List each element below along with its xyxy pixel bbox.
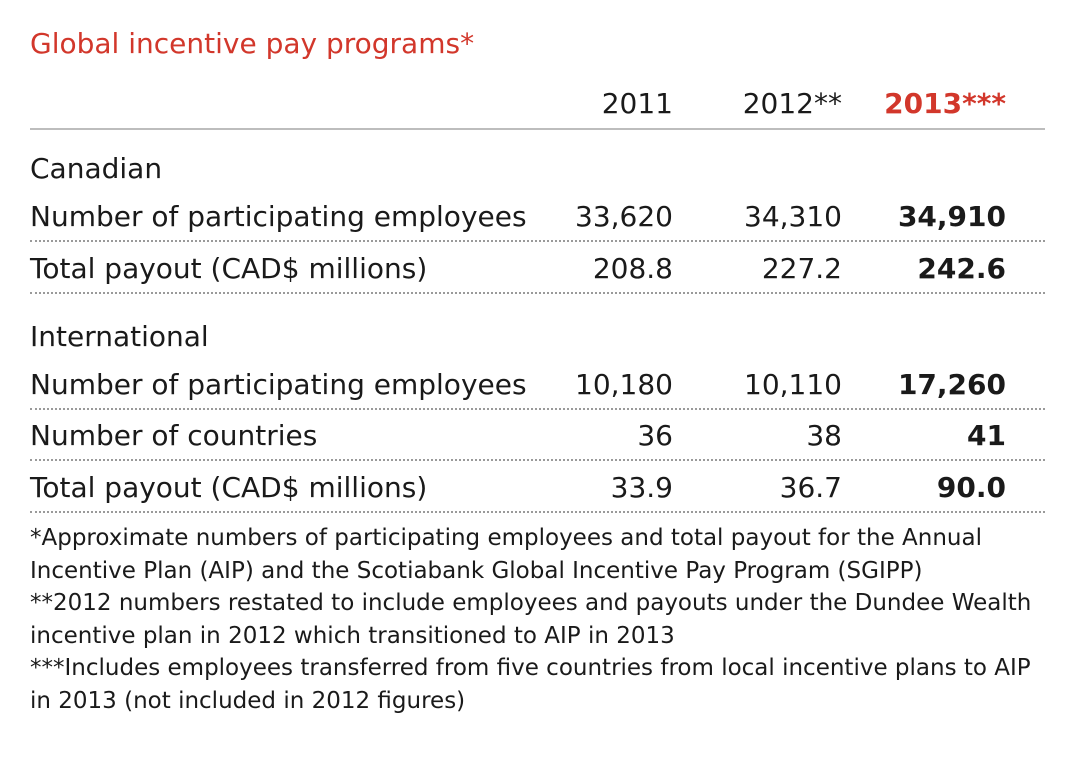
cell-2012: 227.2	[761, 252, 842, 285]
cell-2013: 90.0	[936, 471, 1006, 504]
cell-2013: 17,260	[897, 368, 1006, 401]
column-header-2013: 2013***	[884, 87, 1006, 120]
table-row	[30, 415, 1045, 461]
footnote-2: **2012 numbers restated to include employees and payouts under the Dundee Wealth incentive plan in 2012 which transitioned to AIP in 2013	[30, 590, 1032, 649]
cell-2011: 33,620	[575, 200, 673, 233]
cell-2011: 36	[637, 419, 673, 452]
footnote-1: *Approximate numbers of participating employees and total payout for the Annual Incentive Plan (AIP) and the Scotiabank Global Incentive Pay Program (SGIPP)	[30, 525, 982, 584]
cell-2012: 36.7	[779, 471, 842, 504]
row-label: Number of countries	[30, 419, 318, 452]
footnotes	[30, 522, 1050, 717]
cell-2012: 34,310	[744, 200, 842, 233]
footnote-3: ***Includes employees transferred from five countries from local incentive plans to AIP in 2013 (not included in 2012 figures)	[30, 655, 1031, 714]
row-label: Number of participating employees	[30, 368, 527, 401]
row-label: Number of participating employees	[30, 200, 527, 233]
row-label: Total payout (CAD$ millions)	[30, 252, 428, 285]
cell-2011: 208.8	[592, 252, 673, 285]
table-title: Global incentive pay programs*	[30, 27, 475, 60]
cell-2011: 10,180	[575, 368, 673, 401]
cell-2012: 38	[806, 419, 842, 452]
section-heading-international: International	[30, 320, 209, 353]
column-header-2012: 2012**	[742, 87, 842, 120]
cell-2011: 33.9	[610, 471, 673, 504]
section-heading-canadian: Canadian	[30, 152, 163, 185]
table-row	[30, 196, 1045, 242]
table-row	[30, 364, 1045, 410]
column-header-2011: 2011	[601, 87, 673, 120]
table-row	[30, 467, 1045, 513]
cell-2013: 34,910	[897, 200, 1006, 233]
table-row	[30, 248, 1045, 294]
cell-2012: 10,110	[744, 368, 842, 401]
table-header-row	[30, 84, 1045, 130]
cell-2013: 242.6	[917, 252, 1006, 285]
row-label: Total payout (CAD$ millions)	[30, 471, 428, 504]
cell-2013: 41	[967, 419, 1006, 452]
